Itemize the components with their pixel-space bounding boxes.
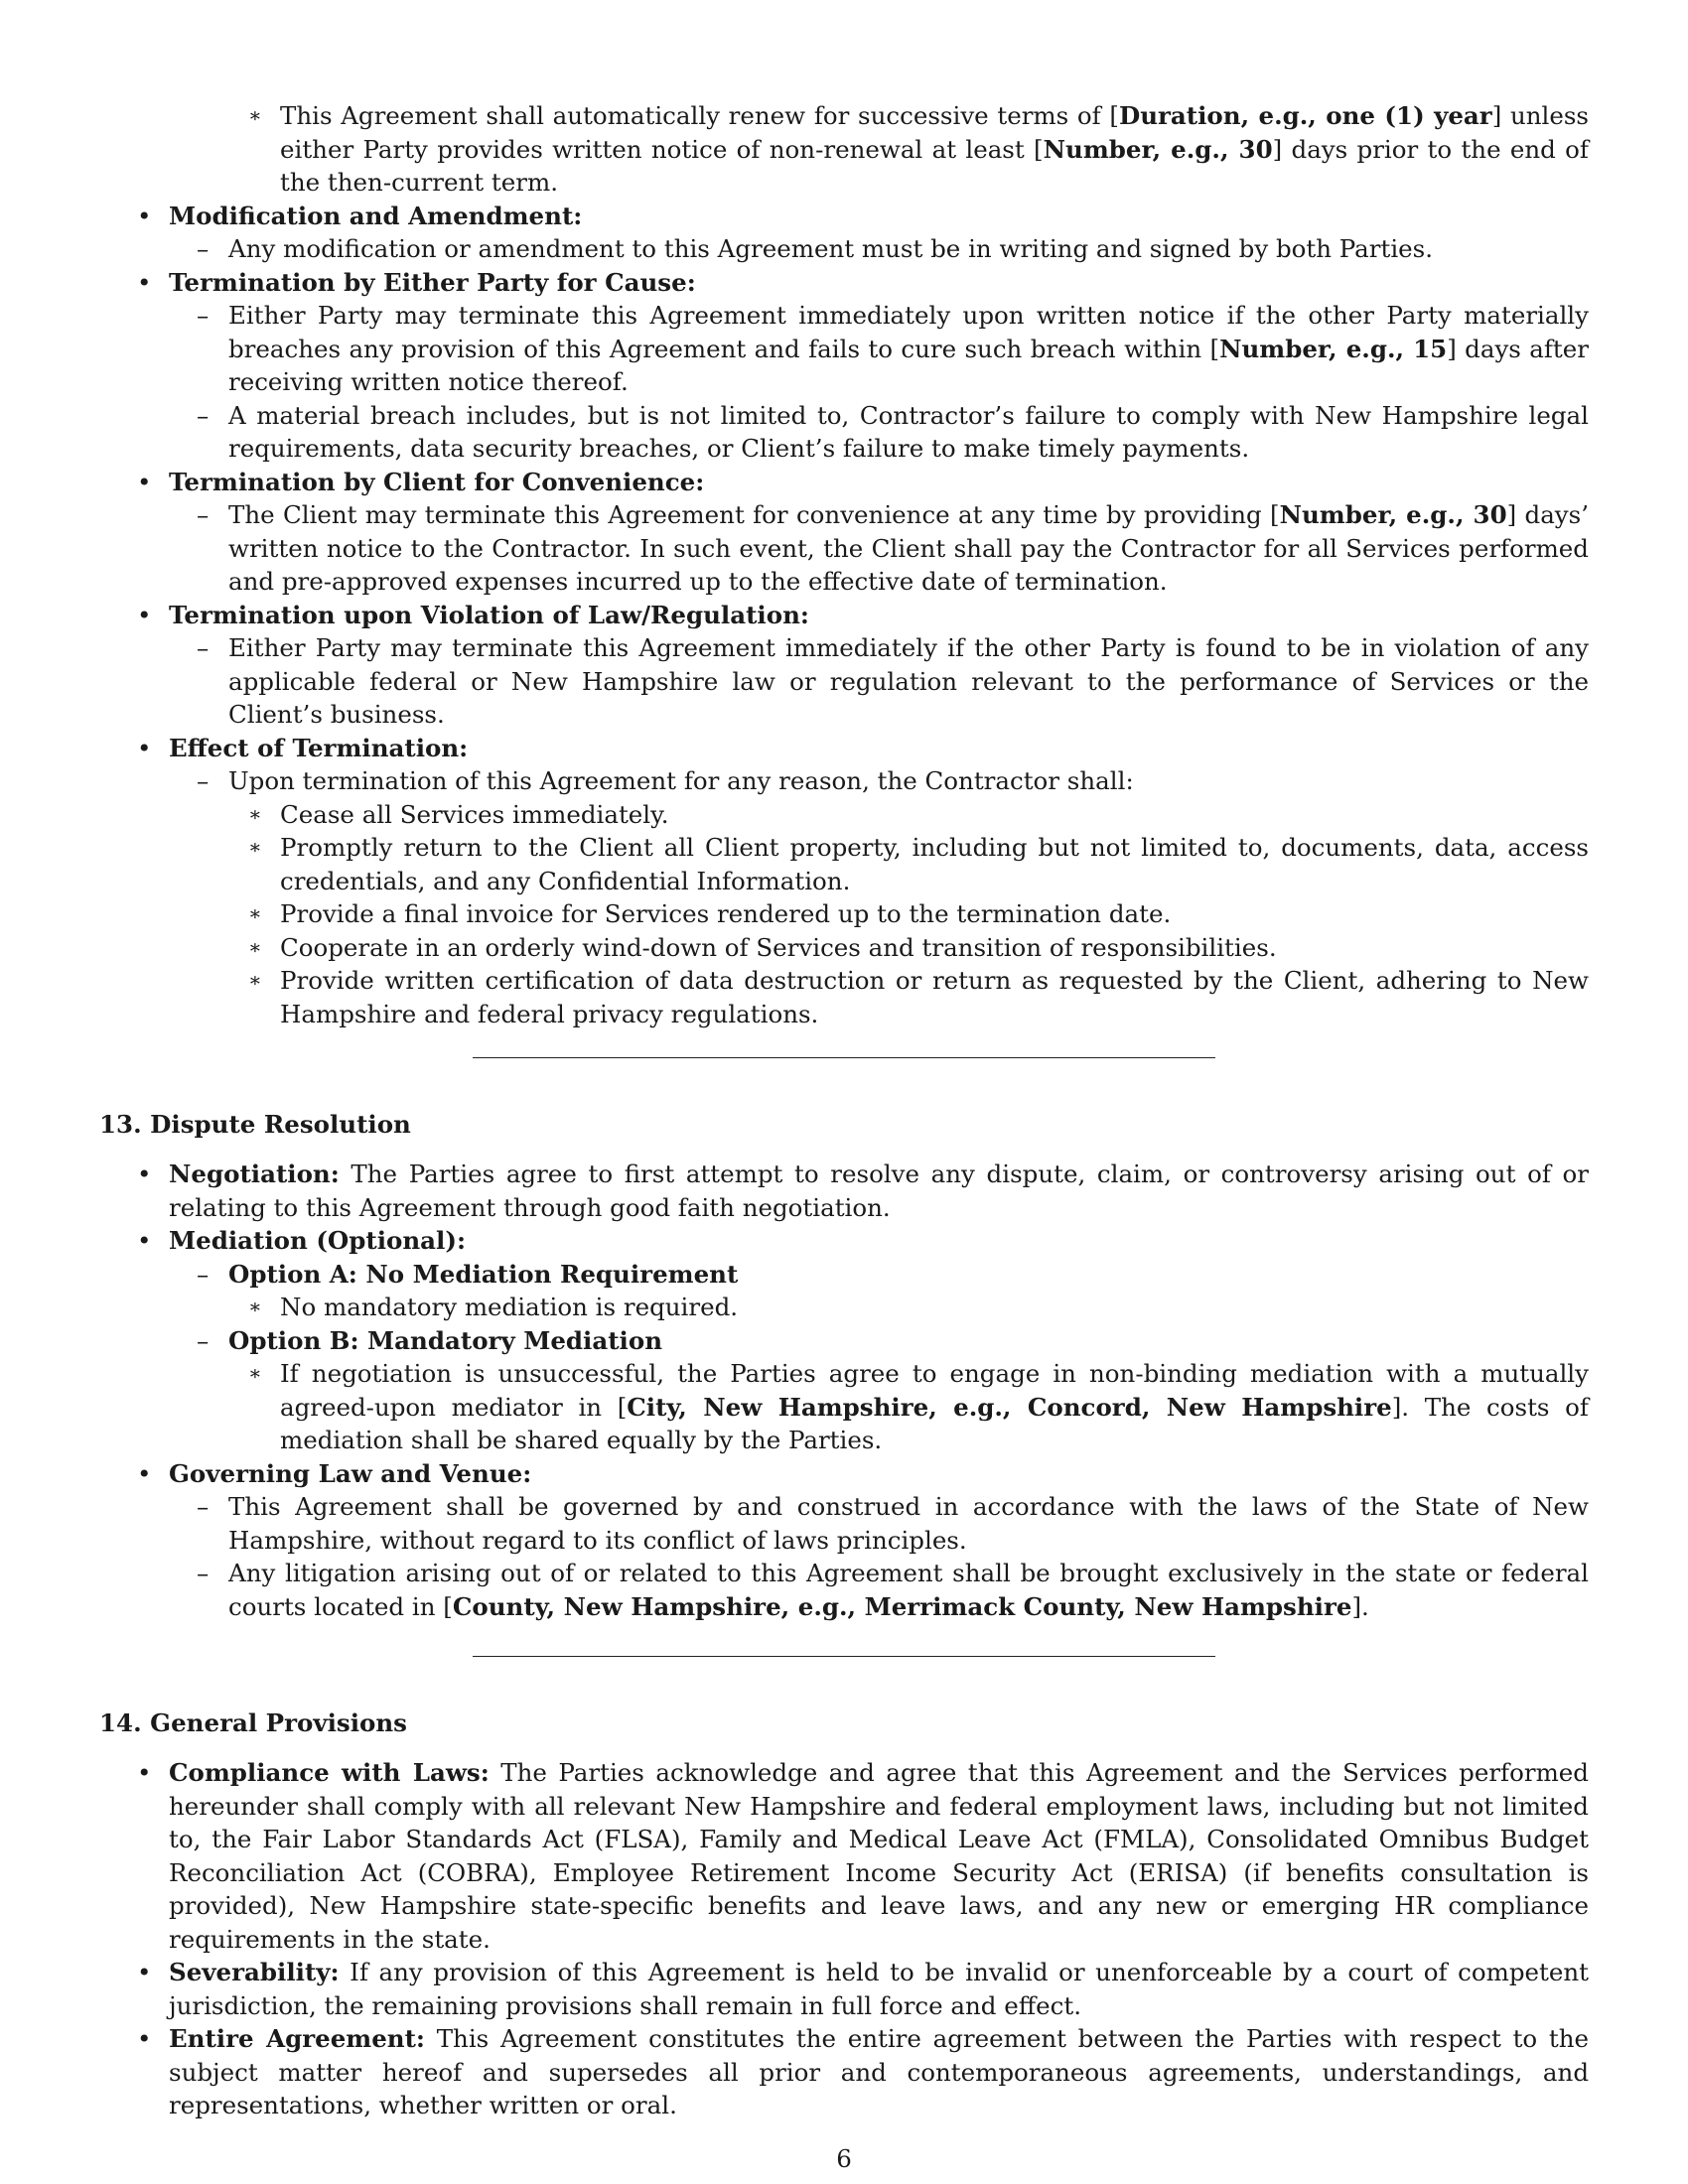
dash-bullet-icon: –: [197, 1259, 210, 1289]
dash-bullet-icon: –: [197, 633, 210, 662]
termination-provisions: [99, 99, 1589, 1030]
cause-heading: • Termination by Either Party for Cause:: [99, 266, 1589, 300]
effect-item: ∗ Cooperate in an orderly wind-down of Services and transition of responsibilities.: [99, 931, 1589, 965]
compliance-item: • Compliance with Laws: The Parties acknowledge and agree that this Agreement and the Services performed hereunder shall comply with all relevant New Hampshire and federal employment laws, including but not limited to, the Fair Labor Standards Act (FLSA), Family and Medical Leave Act (FMLA), Consolidated Omnibus Budget Reconciliation Act (COBRA), Employee Retirement Income Security Act (ERISA) (if benefits consultation is provided), New Hampshire state-specific benefits and leave laws, and any new or emerging HR compliance requirements in the state.: [137, 1758, 1589, 1954]
asterisk-bullet-icon: ∗: [248, 103, 262, 127]
section-general-provisions: [99, 1706, 1589, 1740]
effect-heading: • Effect of Termination:: [99, 732, 1589, 765]
option-a-item: ∗ No mandatory mediation is required.: [99, 1291, 1589, 1324]
renewal-item: ∗ This Agreement shall automatically renew for successive terms of [Duration, e.g., one (1) year] unless either Party provides written notice of non-renewal at least [Number, e.g., 30] days prior to the end of the then-current term.: [248, 101, 1590, 197]
effect-intro: – Upon termination of this Agreement for any reason, the Contractor shall:: [99, 764, 1589, 798]
effect-item: ∗ Promptly return to the Client all Client property, including but not limited to, documents, data, access credentials, and any Confidential Information.: [248, 833, 1589, 895]
asterisk-bullet-icon: ∗: [248, 901, 262, 925]
bullet-icon: •: [137, 267, 152, 297]
bullet-icon: •: [137, 733, 152, 762]
violation-item: – Either Party may terminate this Agreement immediately if the other Party is found to be in violation of any applicable federal or New Hampshire law or regulation relevant to the performance of Services or the Client’s business.: [197, 633, 1589, 729]
effect-item: ∗ Provide a final invoice for Services rendered up to the termination date.: [99, 897, 1589, 931]
bullet-icon: •: [137, 1758, 152, 1787]
option-b-heading: – Option B: Mandatory Mediation: [99, 1324, 1589, 1358]
bullet-icon: •: [137, 201, 152, 230]
asterisk-bullet-icon: ∗: [248, 1295, 262, 1318]
governing-law-heading: • Governing Law and Venue:: [99, 1457, 1589, 1491]
effect-item: ∗ Cease all Services immediately.: [99, 798, 1589, 832]
asterisk-bullet-icon: ∗: [248, 968, 262, 992]
bullet-icon: •: [137, 1160, 152, 1188]
convenience-item: – The Client may terminate this Agreement for convenience at any time by providing [Number, e.g., 30] days’ written notice to the Contractor. In such event, the Client shall pay the Contractor for all Services performed and pre-approved expenses incurred up to the effective date of termination.: [197, 500, 1590, 596]
entire-agreement-item: • Entire Agreement: This Agreement constitutes the entire agreement between the Parties with respect to the subject matter hereof and supersedes all prior and contemporaneous agreements, understandings, and representations, whether written or oral.: [137, 2024, 1590, 2119]
modification-heading: • Modification and Amendment:: [99, 200, 1589, 233]
section-title: 14. General Provisions: [99, 1708, 407, 1737]
governing-law-item: – This Agreement shall be governed by and construed in accordance with the laws of the State of New Hampshire, without regard to its conflict of laws principles.: [197, 1492, 1589, 1555]
option-a-heading: – Option A: No Mediation Requirement: [99, 1258, 1589, 1292]
dash-bullet-icon: –: [197, 1559, 210, 1587]
governing-law-item: – Any litigation arising out of or related to this Agreement shall be brought exclusively in the state or federal courts located in [County, New Hampshire, e.g., Merrimack County, New Hampshire].: [197, 1559, 1589, 1621]
dispute-resolution-body: [99, 1158, 1589, 1623]
bullet-icon: •: [137, 1458, 152, 1488]
cause-item: – A material breach includes, but is not limited to, Contractor’s failure to comply with New Hampshire legal requirements, data security breaches, or Client’s failure to make timely payments.: [197, 400, 1589, 463]
asterisk-bullet-icon: ∗: [248, 835, 262, 859]
severability-item: • Severability: If any provision of this Agreement is held to be invalid or unenforceable by a court of competent jurisdiction, the remaining provisions shall remain in full force and effect.: [137, 1958, 1589, 2020]
dash-bullet-icon: –: [197, 1492, 210, 1521]
dash-bullet-icon: –: [197, 500, 210, 529]
effect-item: ∗ Provide written certification of data destruction or return as requested by the Client, adhering to New Hampshire and federal privacy regulations.: [248, 966, 1589, 1028]
dash-bullet-icon: –: [197, 234, 210, 263]
section-dispute-resolution: [99, 1108, 1589, 1142]
dash-bullet-icon: –: [197, 766, 210, 795]
convenience-heading: • Termination by Client for Convenience:: [99, 466, 1589, 499]
cause-item: – Either Party may terminate this Agreement immediately upon written notice if the other Party materially breaches any provision of this Agreement and fails to cure such breach within [Number, e.g., 15] days after receiving written notice thereof.: [197, 301, 1589, 396]
negotiation-item: • Negotiation: The Parties agree to first attempt to resolve any dispute, claim, or controversy arising out of or relating to this Agreement through good faith negotiation.: [137, 1160, 1589, 1222]
section-divider: [473, 1656, 1215, 1657]
bullet-icon: •: [137, 2024, 152, 2053]
general-provisions-body: [99, 1756, 1589, 2122]
violation-heading: • Termination upon Violation of Law/Regulation:: [99, 599, 1589, 632]
option-b-item: ∗ If negotiation is unsuccessful, the Parties agree to engage in non-binding mediation with a mutually agreed-upon mediator in [City, New Hampshire, e.g., Concord, New Hampshire]. The costs of mediation shall be shared equally by the Parties.: [248, 1359, 1589, 1454]
asterisk-bullet-icon: ∗: [248, 934, 262, 959]
bullet-icon: •: [137, 1226, 152, 1255]
page-number: 6: [836, 2144, 852, 2173]
dash-bullet-icon: –: [197, 400, 210, 430]
dash-bullet-icon: –: [197, 301, 210, 330]
section-divider: [473, 1057, 1215, 1058]
section-title: 13. Dispute Resolution: [99, 1110, 411, 1139]
bullet-icon: •: [137, 1958, 152, 1986]
modification-item: – Any modification or amendment to this Agreement must be in writing and signed by both Parties.: [99, 232, 1589, 266]
bullet-icon: •: [137, 600, 152, 629]
mediation-heading: • Mediation (Optional):: [99, 1224, 1589, 1258]
asterisk-bullet-icon: ∗: [248, 801, 262, 826]
bullet-icon: •: [137, 467, 152, 496]
asterisk-bullet-icon: ∗: [248, 1361, 262, 1385]
dash-bullet-icon: –: [197, 1325, 210, 1355]
